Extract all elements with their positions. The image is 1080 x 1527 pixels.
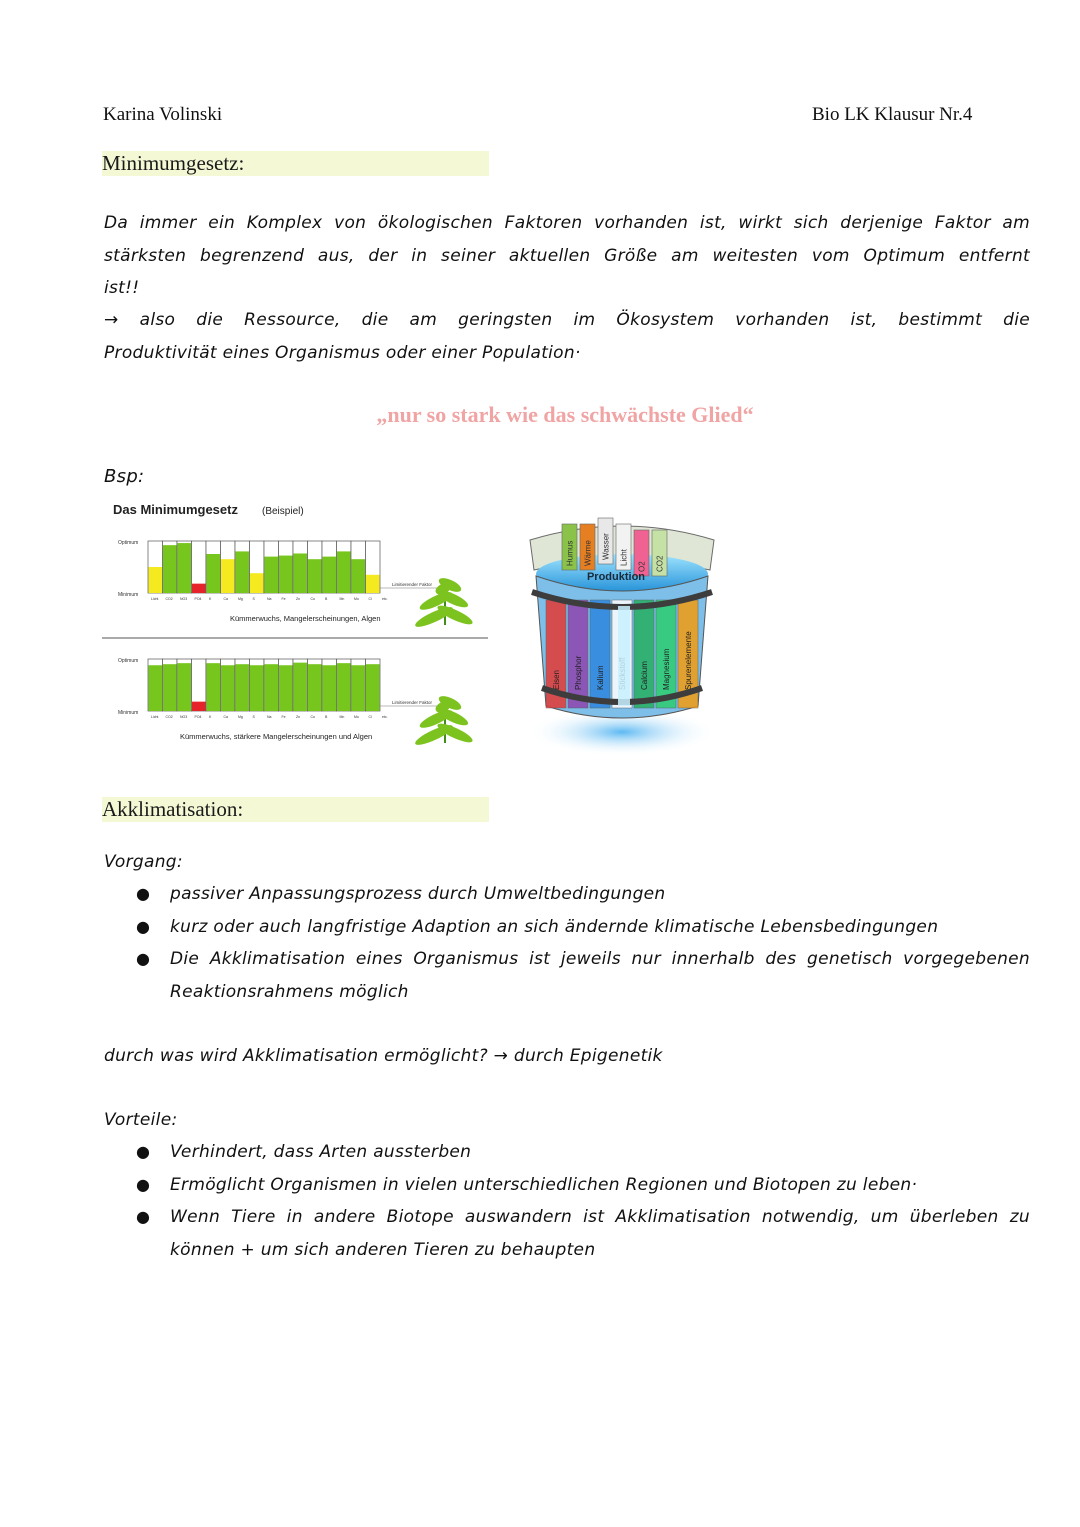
- top-stave-label: Humus: [565, 540, 575, 566]
- tick-label: Na: [267, 597, 272, 601]
- bar-B: [323, 557, 337, 593]
- bar-Mg: [236, 664, 250, 711]
- bar-Mo: [352, 559, 366, 593]
- top-stave-label: O2: [637, 561, 647, 572]
- minimum-chart: [100, 495, 495, 755]
- barrel-center-label: Produktion: [586, 571, 646, 583]
- bar-Cl: [366, 664, 380, 711]
- tick-label: PO4: [194, 715, 202, 719]
- author-name: Karina Volinski: [103, 104, 223, 125]
- tick-label: Fe: [281, 715, 286, 719]
- tick-label: Cl: [368, 597, 372, 601]
- bar-Mo: [352, 665, 366, 711]
- tick-label: etc.: [382, 715, 388, 719]
- list-item: ● Wenn Tiere in andere Biotope auswandern ist Akklimatisation notwendig, um überleben zu können + um sich anderen Tieren zu behaupten: [136, 1207, 1030, 1260]
- tick-label: CO2: [165, 597, 173, 601]
- bar-Cu: [308, 559, 322, 593]
- tick-label: Cu: [310, 597, 315, 601]
- minimum-arrow-line-2: Produktivität eines Organismus oder einer Population·: [104, 342, 581, 363]
- tick-label: K: [209, 715, 212, 719]
- tick-label: Na: [267, 715, 272, 719]
- tick-label: NO3: [180, 715, 188, 719]
- bar-Fe: [279, 665, 293, 711]
- top-stave-label: Wasser: [601, 533, 611, 560]
- course-title: Bio LK Klausur Nr.4: [812, 104, 973, 125]
- bar-K: [207, 554, 221, 593]
- bottom-stave-label: Calcium: [640, 661, 649, 690]
- list-item: ● Die Akklimatisation eines Organismus ist jeweils nur innerhalb des genetisch vorgegebenen Reaktionsrahmens möglich: [136, 949, 1030, 1002]
- bar-NO3: [178, 663, 192, 711]
- waterfall: [618, 606, 630, 706]
- tick-label: Cl: [368, 715, 372, 719]
- section-heading-minimumgesetz: Minimumgesetz:: [102, 151, 489, 176]
- tick-label: K: [209, 597, 212, 601]
- minimum-label: Minimum: [118, 710, 139, 716]
- bottom-stave-label: Eisen: [552, 669, 561, 690]
- bar-Ca: [221, 559, 235, 593]
- list-item: ● Ermöglicht Organismen in vielen unterschiedlichen Regionen und Biotopen zu leben·: [136, 1174, 918, 1195]
- bar-Na: [265, 557, 279, 593]
- limit-label: Limitierender Faktor: [392, 582, 433, 587]
- minimum-line-1: Da immer ein Komplex von ökologischen Faktoren vorhanden ist, wirkt sich derjenige Faktor am: [104, 213, 1030, 233]
- tick-label: Mg: [238, 597, 243, 601]
- minimum-barrel: [522, 510, 722, 760]
- vorteile-list: [130, 1136, 1030, 1266]
- tick-label: Zn: [296, 597, 301, 601]
- tick-label: S: [252, 715, 255, 719]
- tick-label: etc.: [382, 597, 388, 601]
- top-stave-label: Wärme: [583, 540, 593, 566]
- bar-S: [250, 665, 264, 711]
- bar-PO4: [192, 584, 206, 593]
- bar-Fe: [279, 556, 293, 593]
- bar-Mg: [236, 551, 250, 593]
- bottom-stave-label: Spurenelemente: [684, 631, 693, 690]
- tick-label: CO2: [165, 715, 173, 719]
- bottom-stave-label: Kalium: [596, 665, 605, 690]
- bottom-stave: [568, 600, 588, 708]
- tick-label: PO4: [194, 597, 202, 601]
- bottom-stave: [590, 600, 610, 708]
- minimum-line-2: stärksten begrenzend aus, der in seiner aktuellen Größe am weitesten vom Optimum entfernt: [104, 245, 1030, 266]
- bar-Ca: [221, 665, 235, 711]
- section-heading-akklimatisation: Akklimatisation:: [102, 797, 489, 822]
- bar-PO4: [192, 702, 206, 711]
- tick-label: Licht: [151, 597, 159, 601]
- list-item: ● kurz oder auch langfristige Adaption an sich ändernde klimatische Lebensbedingungen: [136, 916, 939, 937]
- tick-label: Zn: [296, 715, 301, 719]
- limit-label: Limitierender Faktor: [392, 700, 433, 705]
- bar-NO3: [178, 543, 192, 593]
- bar-Mn: [337, 551, 351, 593]
- example-label: Bsp:: [104, 466, 145, 487]
- tick-label: Mo: [354, 715, 359, 719]
- bar-Licht: [149, 665, 163, 711]
- tick-label: Cu: [310, 715, 315, 719]
- tick-label: Mn: [339, 597, 345, 601]
- tick-label: Ca: [223, 597, 228, 601]
- minimum-line-3: ist!!: [104, 278, 140, 298]
- tick-label: S: [252, 597, 255, 601]
- top-stave-label: CO2: [655, 555, 665, 572]
- tick-label: NO3: [180, 597, 188, 601]
- epigenetik-question: durch was wird Akklimatisation ermöglicht? → durch Epigenetik: [104, 1046, 663, 1066]
- bar-Licht: [149, 567, 163, 593]
- tick-label: B: [325, 715, 328, 719]
- bar-Zn: [294, 553, 308, 593]
- bar-CO2: [163, 545, 177, 593]
- bar-Na: [265, 664, 279, 711]
- chart-caption: Kümmerwuchs, stärkere Mangelerscheinungen und Algen: [180, 732, 373, 741]
- vorgang-label: Vorgang:: [104, 852, 183, 872]
- vorgang-list: [130, 878, 1030, 1008]
- list-item: ● Verhindert, dass Arten aussterben: [136, 1142, 472, 1162]
- quote: „nur so stark wie das schwächste Glied“: [376, 402, 754, 427]
- bottom-stave-label: Magnesium: [662, 648, 671, 690]
- bar-S: [250, 573, 264, 593]
- bar-Mn: [337, 663, 351, 711]
- bar-K: [207, 663, 221, 711]
- tick-label: Licht: [151, 715, 159, 719]
- tick-label: Mn: [339, 715, 345, 719]
- bottom-stave-label: Phosphor: [574, 655, 583, 690]
- bottom-stave: [634, 600, 654, 708]
- optimum-label: Optimum: [118, 540, 139, 546]
- top-stave-label: Licht: [619, 549, 629, 566]
- bar-Cu: [308, 664, 322, 711]
- tick-label: Ca: [223, 715, 228, 719]
- list-item: ● passiver Anpassungsprozess durch Umweltbedingungen: [136, 884, 666, 904]
- bar-CO2: [163, 664, 177, 711]
- tick-label: Mg: [238, 715, 243, 719]
- tick-label: B: [325, 597, 328, 601]
- chart-caption: Kümmerwuchs, Mangelerscheinungen, Algen: [230, 614, 381, 623]
- vorteile-label: Vorteile:: [104, 1110, 178, 1130]
- bar-Zn: [294, 663, 308, 711]
- chart-subtitle: (Beispiel): [262, 506, 304, 517]
- optimum-label: Optimum: [118, 658, 139, 664]
- bar-Cl: [366, 575, 380, 593]
- tick-label: Fe: [281, 597, 286, 601]
- chart-title: Das Minimumgesetz: [113, 502, 238, 517]
- tick-label: Mo: [354, 597, 359, 601]
- minimum-arrow-line-1: → also die Ressource, die am geringsten im Ökosystem vorhanden ist, bestimmt die: [104, 310, 1030, 330]
- bar-B: [323, 665, 337, 711]
- minimum-label: Minimum: [118, 592, 139, 598]
